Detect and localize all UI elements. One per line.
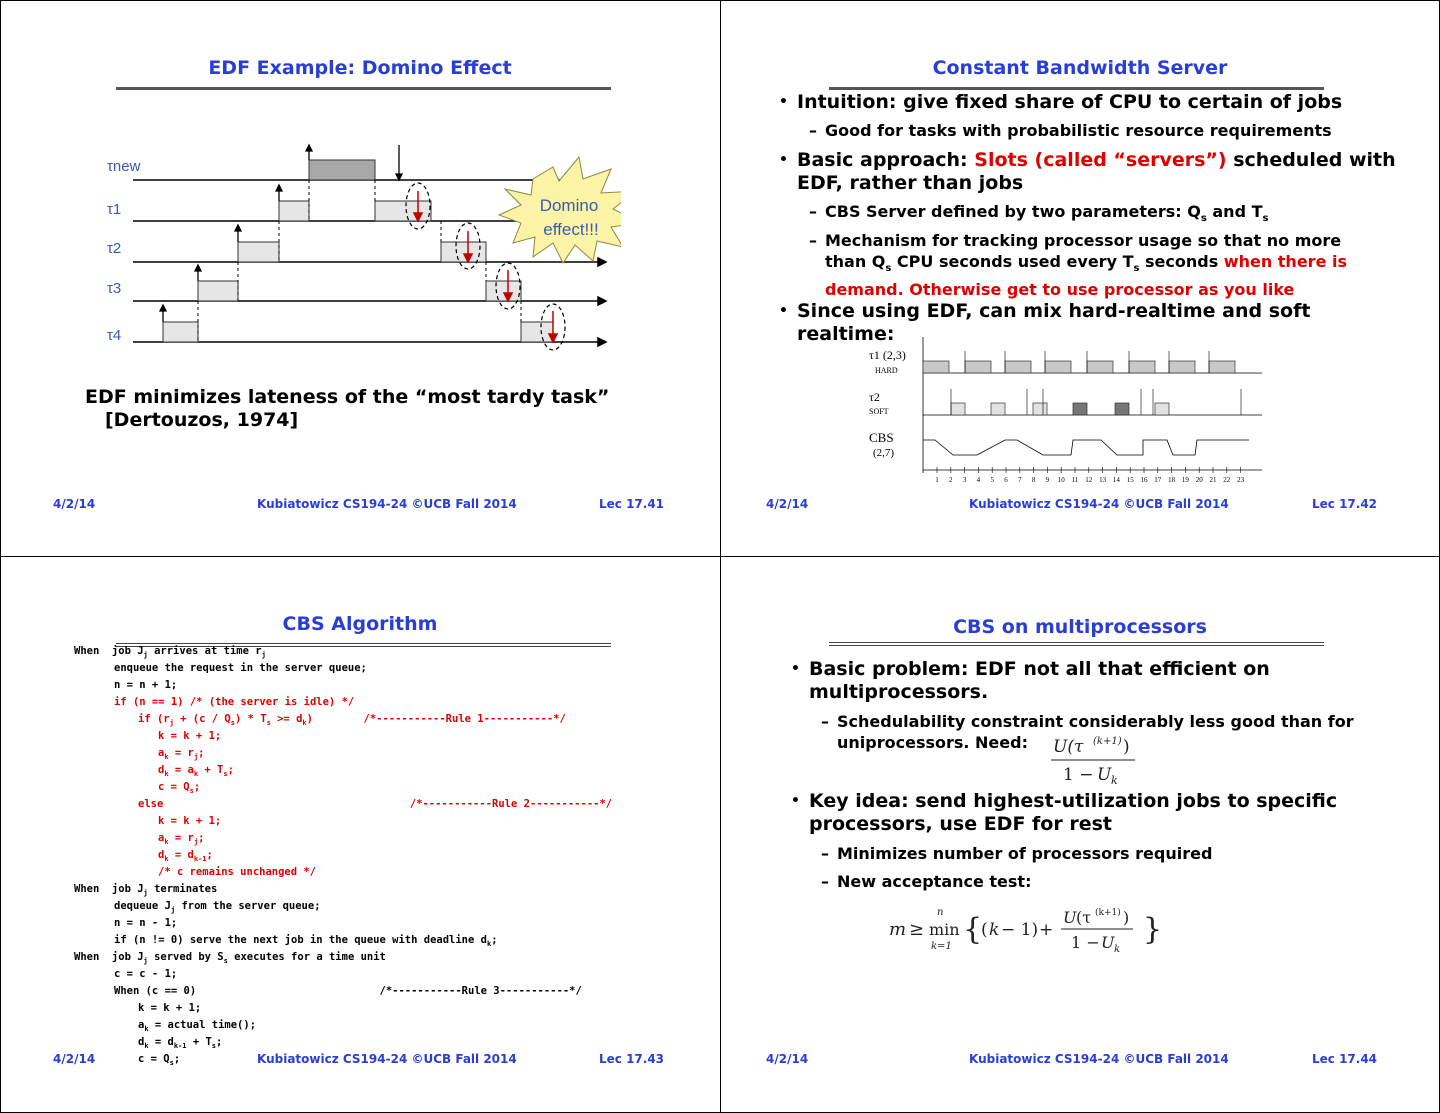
axis-tick-label: 23 — [1237, 476, 1245, 484]
job-box-t4-a — [163, 322, 198, 342]
axis-tick-label: 15 — [1126, 476, 1134, 484]
edf-lateness-text: EDF minimizes lateness of the “most tardy task” — [85, 386, 610, 408]
footer-lecture: Lec 17.44 — [1312, 1052, 1378, 1066]
axis-tick-label: 19 — [1181, 476, 1189, 484]
axis-tick-label: 8 — [1031, 476, 1036, 484]
task-label-1: τ1 — [107, 201, 122, 218]
svg-text:{: { — [963, 912, 983, 947]
sub-minimizes: – Minimizes number of processors required — [821, 844, 1213, 863]
axis-tick-label: 17 — [1154, 476, 1162, 484]
svg-text:): ) — [1123, 908, 1130, 927]
axis-tick-label: 12 — [1085, 476, 1093, 484]
footer-lecture: Lec 17.41 — [599, 497, 665, 511]
domino-timeline-figure — [101, 139, 621, 359]
sub-schedulability: – Schedulability constraint considerably less good than for uniprocessors. Need: — [821, 712, 1354, 752]
slide-title: Constant Bandwidth Server — [932, 57, 1228, 79]
bullet-key-idea: • Key idea: send highest-utilization jobs to specific processors, use EDF for rest — [791, 790, 1338, 835]
title-rule — [829, 87, 1324, 90]
cbs-schedule-figure — [867, 333, 1267, 493]
label-cbs-param: (2,7) — [873, 447, 895, 459]
edf-citation-text: [Dertouzos, 1974] — [105, 409, 299, 431]
svg-text:}: } — [1143, 912, 1163, 947]
title-rule — [829, 642, 1324, 646]
svg-text:k: k — [989, 920, 1000, 940]
axis-tick-label: 20 — [1195, 476, 1203, 484]
footer-course: Kubiatowicz CS194-24 ©UCB Fall 2014 — [257, 497, 517, 511]
slide-cbs-multiprocessors — [721, 557, 1439, 1112]
bullet-basic-approach: • Basic approach: Slots (called “servers”) scheduled with EDF, rather than jobs — [779, 149, 1396, 194]
svg-text:U: U — [1063, 908, 1077, 927]
label-cbs: CBS — [869, 430, 894, 445]
footer-date: 4/2/14 — [53, 1052, 96, 1066]
axis-tick-label: 11 — [1071, 476, 1079, 484]
footer-course: Kubiatowicz CS194-24 ©UCB Fall 2014 — [969, 1052, 1229, 1066]
sub-acceptance-test: – New acceptance test: — [821, 872, 1032, 891]
axis-tick-label: 14 — [1112, 476, 1120, 484]
axis-tick-label: 3 — [962, 476, 967, 484]
cbs-budget-line — [923, 440, 1249, 455]
axis-tick-label: 1 — [935, 476, 939, 484]
svg-text:≥: ≥ — [909, 919, 925, 940]
slide-cbs-algorithm: CBS Algorithm When job $J_j$ arrives at time $r_j$ enqueue the request in the server queue; n = n + 1; if (n == 1) /* (the server is idle) */ if $(r_j + (c / Q_s) * T_s >= d_k)$ /*-----------Rule 1-----------*/ k = k + 1; $a_k = r_j$; $d_k = a_k + T_s$; $c = Q_s$; else /*-----------Rule 2-----------*/ k = k + 1; $a_k = r_j$; $d_k = d_{k-1}$; /* c remains unchanged */ When job $J_j$ terminates dequeue $J_j$ from the server queue; n = n - 1; if (n != 0) serve the next job in the queue with deadline $d_k$; When job $J_j$ served by $S_s$ executes for a time unit c = c - 1; When (c == 0) /*-----------Rule 3-----------*/ k = k + 1; $a_k$ = actual time(); $d_k = d_{k-1} + T_s$; $c = Q_s$; 4/2/14 Kubiatowicz CS194-24 ©UCB Fall 2014 Lec 17.43 — [1, 557, 719, 1112]
axis-tick-label: 2 — [949, 476, 953, 484]
axis-tick-label: 22 — [1223, 476, 1231, 484]
sub-probabilistic: – Good for tasks with probabilistic resource requirements — [809, 121, 1332, 140]
bullet-intuition: • Intuition: give fixed share of CPU to certain of jobs — [779, 91, 1343, 113]
svg-text:U: U — [1101, 933, 1115, 952]
svg-text:n: n — [937, 907, 944, 918]
axis-tick-label: 7 — [1018, 476, 1022, 484]
label-hard: HARD — [875, 366, 898, 375]
callout-line-2: effect!!! — [543, 220, 599, 239]
svg-text:(: ( — [981, 920, 988, 940]
svg-text:− 1): − 1) — [1001, 920, 1039, 940]
footer-date: 4/2/14 — [766, 497, 809, 511]
axis-tick-label: 16 — [1140, 476, 1148, 484]
axis-tick-label: 6 — [1004, 476, 1008, 484]
axis-tick-label: 13 — [1099, 476, 1107, 484]
svg-text:U: U — [1097, 765, 1112, 785]
job-box-t1-b — [375, 201, 431, 221]
axis-tick-label: 5 — [990, 476, 994, 484]
slide-title: CBS on multiprocessors — [953, 616, 1207, 638]
slide-edf-domino — [1, 1, 719, 556]
svg-text:): ) — [1123, 737, 1130, 757]
svg-text:+: + — [1039, 920, 1054, 940]
slide-title: CBS Algorithm — [282, 613, 438, 635]
svg-text:(τ: (τ — [1076, 908, 1092, 927]
bullet-basic-problem: • Basic problem: EDF not all that efficient on multiprocessors. — [791, 658, 1270, 703]
svg-text:k: k — [1111, 774, 1118, 787]
svg-text:1 −: 1 − — [1063, 765, 1094, 785]
task-label-new: τnew — [107, 158, 141, 175]
label-tau1: τ1 (2,3) — [869, 348, 906, 362]
title-rule — [116, 87, 611, 90]
svg-text:1 −: 1 − — [1071, 933, 1100, 952]
utilization-fraction-formula — [1049, 732, 1139, 790]
job-box-t4-b — [521, 322, 553, 342]
job-box-t3-a — [198, 281, 238, 301]
slide-cbs — [721, 1, 1439, 556]
task-label-4: τ4 — [107, 327, 122, 344]
job-box-t3-b — [486, 281, 521, 301]
svg-text:(k+1): (k+1) — [1095, 908, 1121, 918]
sub-cbs-params: – CBS Server defined by two parameters: $Q_s$ and $T_s$ — [809, 202, 1269, 225]
axis-tick-label: 10 — [1057, 476, 1065, 484]
footer-lecture: Lec 17.42 — [1312, 497, 1378, 511]
job-box-t1-a — [279, 201, 309, 221]
footer-course: Kubiatowicz CS194-24 ©UCB Fall 2014 — [969, 497, 1229, 511]
svg-text:k: k — [1114, 944, 1121, 955]
svg-text:min: min — [929, 920, 960, 939]
callout-line-1: Domino — [539, 196, 599, 215]
axis-tick-label: 21 — [1209, 476, 1217, 484]
footer-date: 4/2/14 — [53, 497, 96, 511]
svg-text:(k+1): (k+1) — [1093, 736, 1122, 747]
svg-text:k=1: k=1 — [931, 941, 952, 952]
job-box-t2-b — [441, 242, 486, 262]
svg-text:U(τ: U(τ — [1053, 737, 1084, 757]
slide-title: EDF Example: Domino Effect — [208, 57, 512, 79]
sub-mechanism: – Mechanism for tracking processor usage so that no more than $Q_s$ CPU seconds used every $T_s$ seconds when there is demand. Otherwise get to use processor as you like — [809, 231, 1347, 300]
job-box-new — [309, 160, 375, 180]
acceptance-test-formula — [887, 895, 1177, 961]
footer-course: Kubiatowicz CS194-24 ©UCB Fall 2014 — [257, 1052, 517, 1066]
label-soft: SOFT — [869, 407, 889, 416]
axis-tick-label: 4 — [976, 476, 981, 484]
task-label-3: τ3 — [107, 280, 122, 297]
svg-text:m: m — [889, 919, 907, 940]
task-label-2: τ2 — [107, 240, 122, 257]
job-box-t2-a — [238, 242, 279, 262]
bullet-mix-realtime: • Since using EDF, can mix hard-realtime and soft realtime: — [779, 300, 1311, 345]
axis-tick-label: 18 — [1168, 476, 1176, 484]
footer-date: 4/2/14 — [766, 1052, 809, 1066]
footer-lecture: Lec 17.43 — [599, 1052, 665, 1066]
axis-tick-label: 9 — [1045, 476, 1050, 484]
label-tau2: τ2 — [869, 390, 880, 404]
